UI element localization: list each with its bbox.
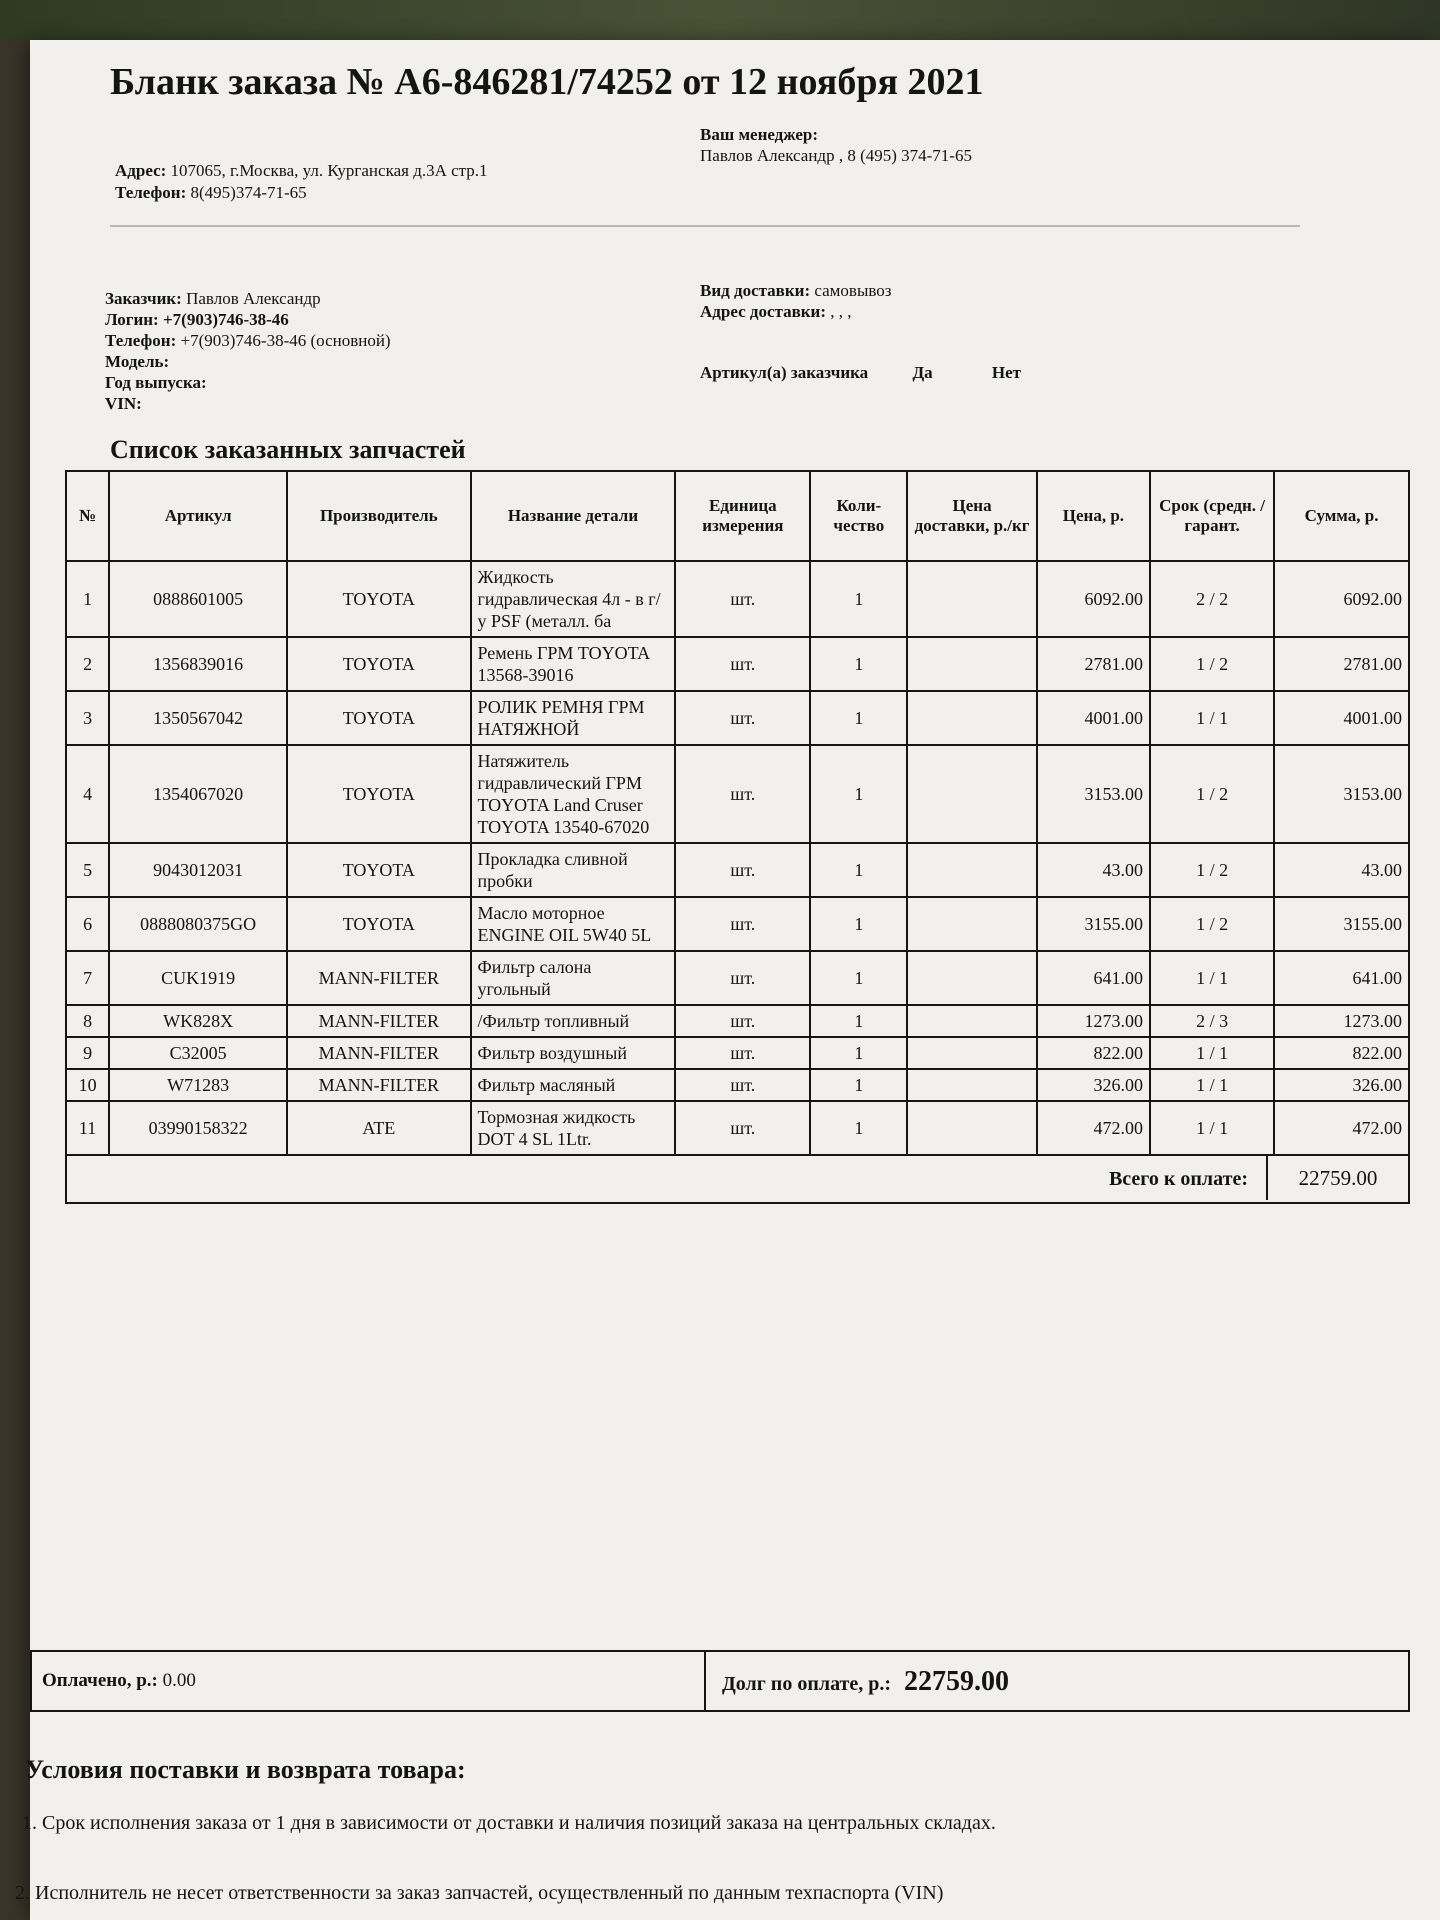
row-sum: 472.00 <box>1274 1101 1409 1155</box>
row-qty: 1 <box>810 691 907 745</box>
row-term: 1 / 2 <box>1150 897 1274 951</box>
paid-value: 0.00 <box>162 1670 196 1691</box>
row-unit: шт. <box>675 561 810 637</box>
row-term: 1 / 2 <box>1150 843 1274 897</box>
row-price: 4001.00 <box>1037 691 1150 745</box>
col-maker: Производитель <box>287 471 470 561</box>
table-body <box>66 561 1409 1155</box>
col-number: № <box>66 471 109 561</box>
row-maker: TOYOTA <box>287 691 470 745</box>
row-name: Жидкость гидравлическая 4л - в г/у PSF (металл. ба <box>471 561 676 637</box>
row-unit: шт. <box>675 745 810 843</box>
row-maker: TOYOTA <box>287 897 470 951</box>
col-term: Срок (средн. / гарант. <box>1150 471 1274 561</box>
row-qty: 1 <box>810 951 907 1005</box>
parts-table <box>65 470 1410 1156</box>
total-row <box>65 1156 1410 1204</box>
row-sum: 2781.00 <box>1274 637 1409 691</box>
row-name: Ремень ГРМ TOYOTA 13568-39016 <box>471 637 676 691</box>
row-price: 43.00 <box>1037 843 1150 897</box>
row-sum: 822.00 <box>1274 1037 1409 1069</box>
phone-label: Телефон: <box>115 183 187 202</box>
delivery-type-value: самовывоз <box>814 281 892 300</box>
payment-divider <box>704 1652 706 1710</box>
row-name: Натяжитель гидравлический ГРМ TOYOTA Land Cruser TOYOTA 13540-67020 <box>471 745 676 843</box>
row-article: C32005 <box>109 1037 287 1069</box>
row-maker: TOYOTA <box>287 561 470 637</box>
row-maker: MANN-FILTER <box>287 1005 470 1037</box>
row-qty: 1 <box>810 1005 907 1037</box>
document-title: Бланк заказа № А6-846281/74252 от 12 ноября 2021 <box>110 61 984 103</box>
row-sum: 3155.00 <box>1274 897 1409 951</box>
row-name: Фильтр воздушный <box>471 1037 676 1069</box>
row-qty: 1 <box>810 561 907 637</box>
delivery-type-label: Вид доставки: <box>700 281 811 300</box>
row-qty: 1 <box>810 1101 907 1155</box>
conditions-title: Условия поставки и возврата товара: <box>25 1755 466 1784</box>
row-maker: TOYOTA <box>287 745 470 843</box>
vin-label: VIN: <box>105 394 142 413</box>
row-maker: TOYOTA <box>287 843 470 897</box>
no-option: Нет <box>991 363 1022 382</box>
table-row <box>66 843 1409 897</box>
row-unit: шт. <box>675 637 810 691</box>
row-number: 9 <box>66 1037 109 1069</box>
row-article: CUK1919 <box>109 951 287 1005</box>
row-maker: ATE <box>287 1101 470 1155</box>
row-unit: шт. <box>675 843 810 897</box>
row-name: Прокладка сливной пробки <box>471 843 676 897</box>
row-term: 1 / 1 <box>1150 691 1274 745</box>
row-sum: 326.00 <box>1274 1069 1409 1101</box>
row-sum: 43.00 <box>1274 843 1409 897</box>
year-label: Год выпуска: <box>105 373 207 392</box>
col-price: Цена, р. <box>1037 471 1150 561</box>
row-article: W71283 <box>109 1069 287 1101</box>
manager-block <box>700 124 972 166</box>
row-price: 472.00 <box>1037 1101 1150 1155</box>
row-qty: 1 <box>810 843 907 897</box>
col-unit: Единица измерения <box>675 471 810 561</box>
row-delivery-price <box>907 691 1036 745</box>
row-sum: 641.00 <box>1274 951 1409 1005</box>
condition-item-2: 2. Исполнитель не несет ответственности за заказ запчастей, осуществленный по данным техпаспорта (VIN) <box>15 1882 944 1904</box>
row-delivery-price <box>907 745 1036 843</box>
background-surface <box>0 0 1440 40</box>
row-price: 641.00 <box>1037 951 1150 1005</box>
row-unit: шт. <box>675 1069 810 1101</box>
table-row <box>66 561 1409 637</box>
row-delivery-price <box>907 1037 1036 1069</box>
row-maker: MANN-FILTER <box>287 1069 470 1101</box>
row-name: Фильтр салона угольный <box>471 951 676 1005</box>
yes-option: Да <box>912 363 933 382</box>
total-label: Всего к оплате: <box>1108 1168 1248 1190</box>
row-delivery-price <box>907 561 1036 637</box>
row-price: 2781.00 <box>1037 637 1150 691</box>
row-unit: шт. <box>675 1005 810 1037</box>
login-value: +7(903)746-38-46 <box>162 310 289 329</box>
row-name: РОЛИК РЕМНЯ ГРМ НАТЯЖНОЙ <box>471 691 676 745</box>
row-qty: 1 <box>810 897 907 951</box>
company-address <box>115 160 488 181</box>
row-article: 0888601005 <box>109 561 287 637</box>
row-unit: шт. <box>675 691 810 745</box>
row-term: 1 / 1 <box>1150 1101 1274 1155</box>
row-unit: шт. <box>675 951 810 1005</box>
table-row <box>66 691 1409 745</box>
row-number: 6 <box>66 897 109 951</box>
row-qty: 1 <box>810 637 907 691</box>
table-row <box>66 951 1409 1005</box>
paid-label: Оплачено, р.: <box>42 1670 158 1691</box>
row-unit: шт. <box>675 1101 810 1155</box>
row-number: 1 <box>66 561 109 637</box>
row-price: 1273.00 <box>1037 1005 1150 1037</box>
table-row <box>66 1069 1409 1101</box>
row-term: 1 / 1 <box>1150 951 1274 1005</box>
row-term: 1 / 1 <box>1150 1037 1274 1069</box>
table-row <box>66 1005 1409 1037</box>
address-value: 107065, г.Москва, ул. Курганская д.3А стр.1 <box>170 161 488 180</box>
table-header-row <box>66 471 1409 561</box>
row-number: 11 <box>66 1101 109 1155</box>
row-delivery-price <box>907 1069 1036 1101</box>
manager-value: Павлов Александр , 8 (495) 374-71-65 <box>700 146 972 165</box>
row-article: 0888080375GO <box>109 897 287 951</box>
row-article: 03990158322 <box>109 1101 287 1155</box>
total-value: 22759.00 <box>1266 1156 1408 1200</box>
row-price: 6092.00 <box>1037 561 1150 637</box>
row-sum: 4001.00 <box>1274 691 1409 745</box>
row-term: 1 / 1 <box>1150 1069 1274 1101</box>
row-name: /Фильтр топливный <box>471 1005 676 1037</box>
debt-block <box>722 1666 1009 1698</box>
row-term: 1 / 2 <box>1150 637 1274 691</box>
row-price: 3155.00 <box>1037 897 1150 951</box>
row-name: Тормозная жидкость DOT 4 SL 1Ltr. <box>471 1101 676 1155</box>
row-delivery-price <box>907 1101 1036 1155</box>
row-term: 2 / 3 <box>1150 1005 1274 1037</box>
parts-list-title: Список заказанных запчастей <box>110 435 466 464</box>
row-unit: шт. <box>675 1037 810 1069</box>
header-divider <box>110 225 1300 227</box>
row-delivery-price <box>907 637 1036 691</box>
customer-article-row <box>700 362 1021 383</box>
row-delivery-price <box>907 1005 1036 1037</box>
row-delivery-price <box>907 897 1036 951</box>
row-article: 1350567042 <box>109 691 287 745</box>
delivery-address-value: , , , <box>830 302 852 321</box>
row-price: 822.00 <box>1037 1037 1150 1069</box>
row-sum: 6092.00 <box>1274 561 1409 637</box>
col-sum: Сумма, р. <box>1274 471 1409 561</box>
row-number: 4 <box>66 745 109 843</box>
row-number: 10 <box>66 1069 109 1101</box>
row-qty: 1 <box>810 1069 907 1101</box>
row-maker: TOYOTA <box>287 637 470 691</box>
condition-item-1: 1. Срок исполнения заказа от 1 дня в зависимости от доставки и наличия позиций заказа на центральных складах. <box>22 1812 996 1834</box>
row-delivery-price <box>907 843 1036 897</box>
debt-label: Долг по оплате, р.: <box>722 1673 892 1695</box>
delivery-block <box>700 280 892 322</box>
row-article: 9043012031 <box>109 843 287 897</box>
col-delivery-price: Цена доставки, р./кг <box>907 471 1036 561</box>
row-price: 326.00 <box>1037 1069 1150 1101</box>
row-unit: шт. <box>675 897 810 951</box>
row-delivery-price <box>907 951 1036 1005</box>
row-article: 1356839016 <box>109 637 287 691</box>
company-phone <box>115 182 307 203</box>
row-qty: 1 <box>810 745 907 843</box>
row-article: WK828X <box>109 1005 287 1037</box>
customer-phone-label: Телефон: <box>105 331 177 350</box>
paid-block <box>42 1670 196 1692</box>
row-term: 1 / 2 <box>1150 745 1274 843</box>
row-sum: 3153.00 <box>1274 745 1409 843</box>
row-number: 5 <box>66 843 109 897</box>
col-name: Название детали <box>471 471 676 561</box>
customer-label: Заказчик: <box>105 289 182 308</box>
row-name: Масло моторное ENGINE OIL 5W40 5L <box>471 897 676 951</box>
row-sum: 1273.00 <box>1274 1005 1409 1037</box>
row-number: 2 <box>66 637 109 691</box>
table-row <box>66 745 1409 843</box>
col-qty: Коли-чество <box>810 471 907 561</box>
model-label: Модель: <box>105 352 170 371</box>
table-row <box>66 637 1409 691</box>
address-label: Адрес: <box>115 161 167 180</box>
table-row <box>66 897 1409 951</box>
table-row <box>66 1101 1409 1155</box>
manager-label: Ваш менеджер: <box>700 125 819 144</box>
payment-box <box>30 1650 1410 1712</box>
col-article: Артикул <box>109 471 287 561</box>
row-number: 7 <box>66 951 109 1005</box>
row-number: 3 <box>66 691 109 745</box>
login-label: Логин: <box>105 310 159 329</box>
row-price: 3153.00 <box>1037 745 1150 843</box>
customer-block <box>105 288 391 414</box>
row-maker: MANN-FILTER <box>287 1037 470 1069</box>
debt-value: 22759.00 <box>904 1666 1010 1697</box>
row-maker: MANN-FILTER <box>287 951 470 1005</box>
table-row <box>66 1037 1409 1069</box>
customer-phone-value: +7(903)746-38-46 (основной) <box>180 331 391 350</box>
row-term: 2 / 2 <box>1150 561 1274 637</box>
row-number: 8 <box>66 1005 109 1037</box>
delivery-address-label: Адрес доставки: <box>700 302 827 321</box>
customer-value: Павлов Александр <box>186 289 321 308</box>
phone-value: 8(495)374-71-65 <box>190 183 307 202</box>
customer-article-label: Артикул(а) заказчика <box>700 363 869 382</box>
row-article: 1354067020 <box>109 745 287 843</box>
row-name: Фильтр масляный <box>471 1069 676 1101</box>
row-qty: 1 <box>810 1037 907 1069</box>
